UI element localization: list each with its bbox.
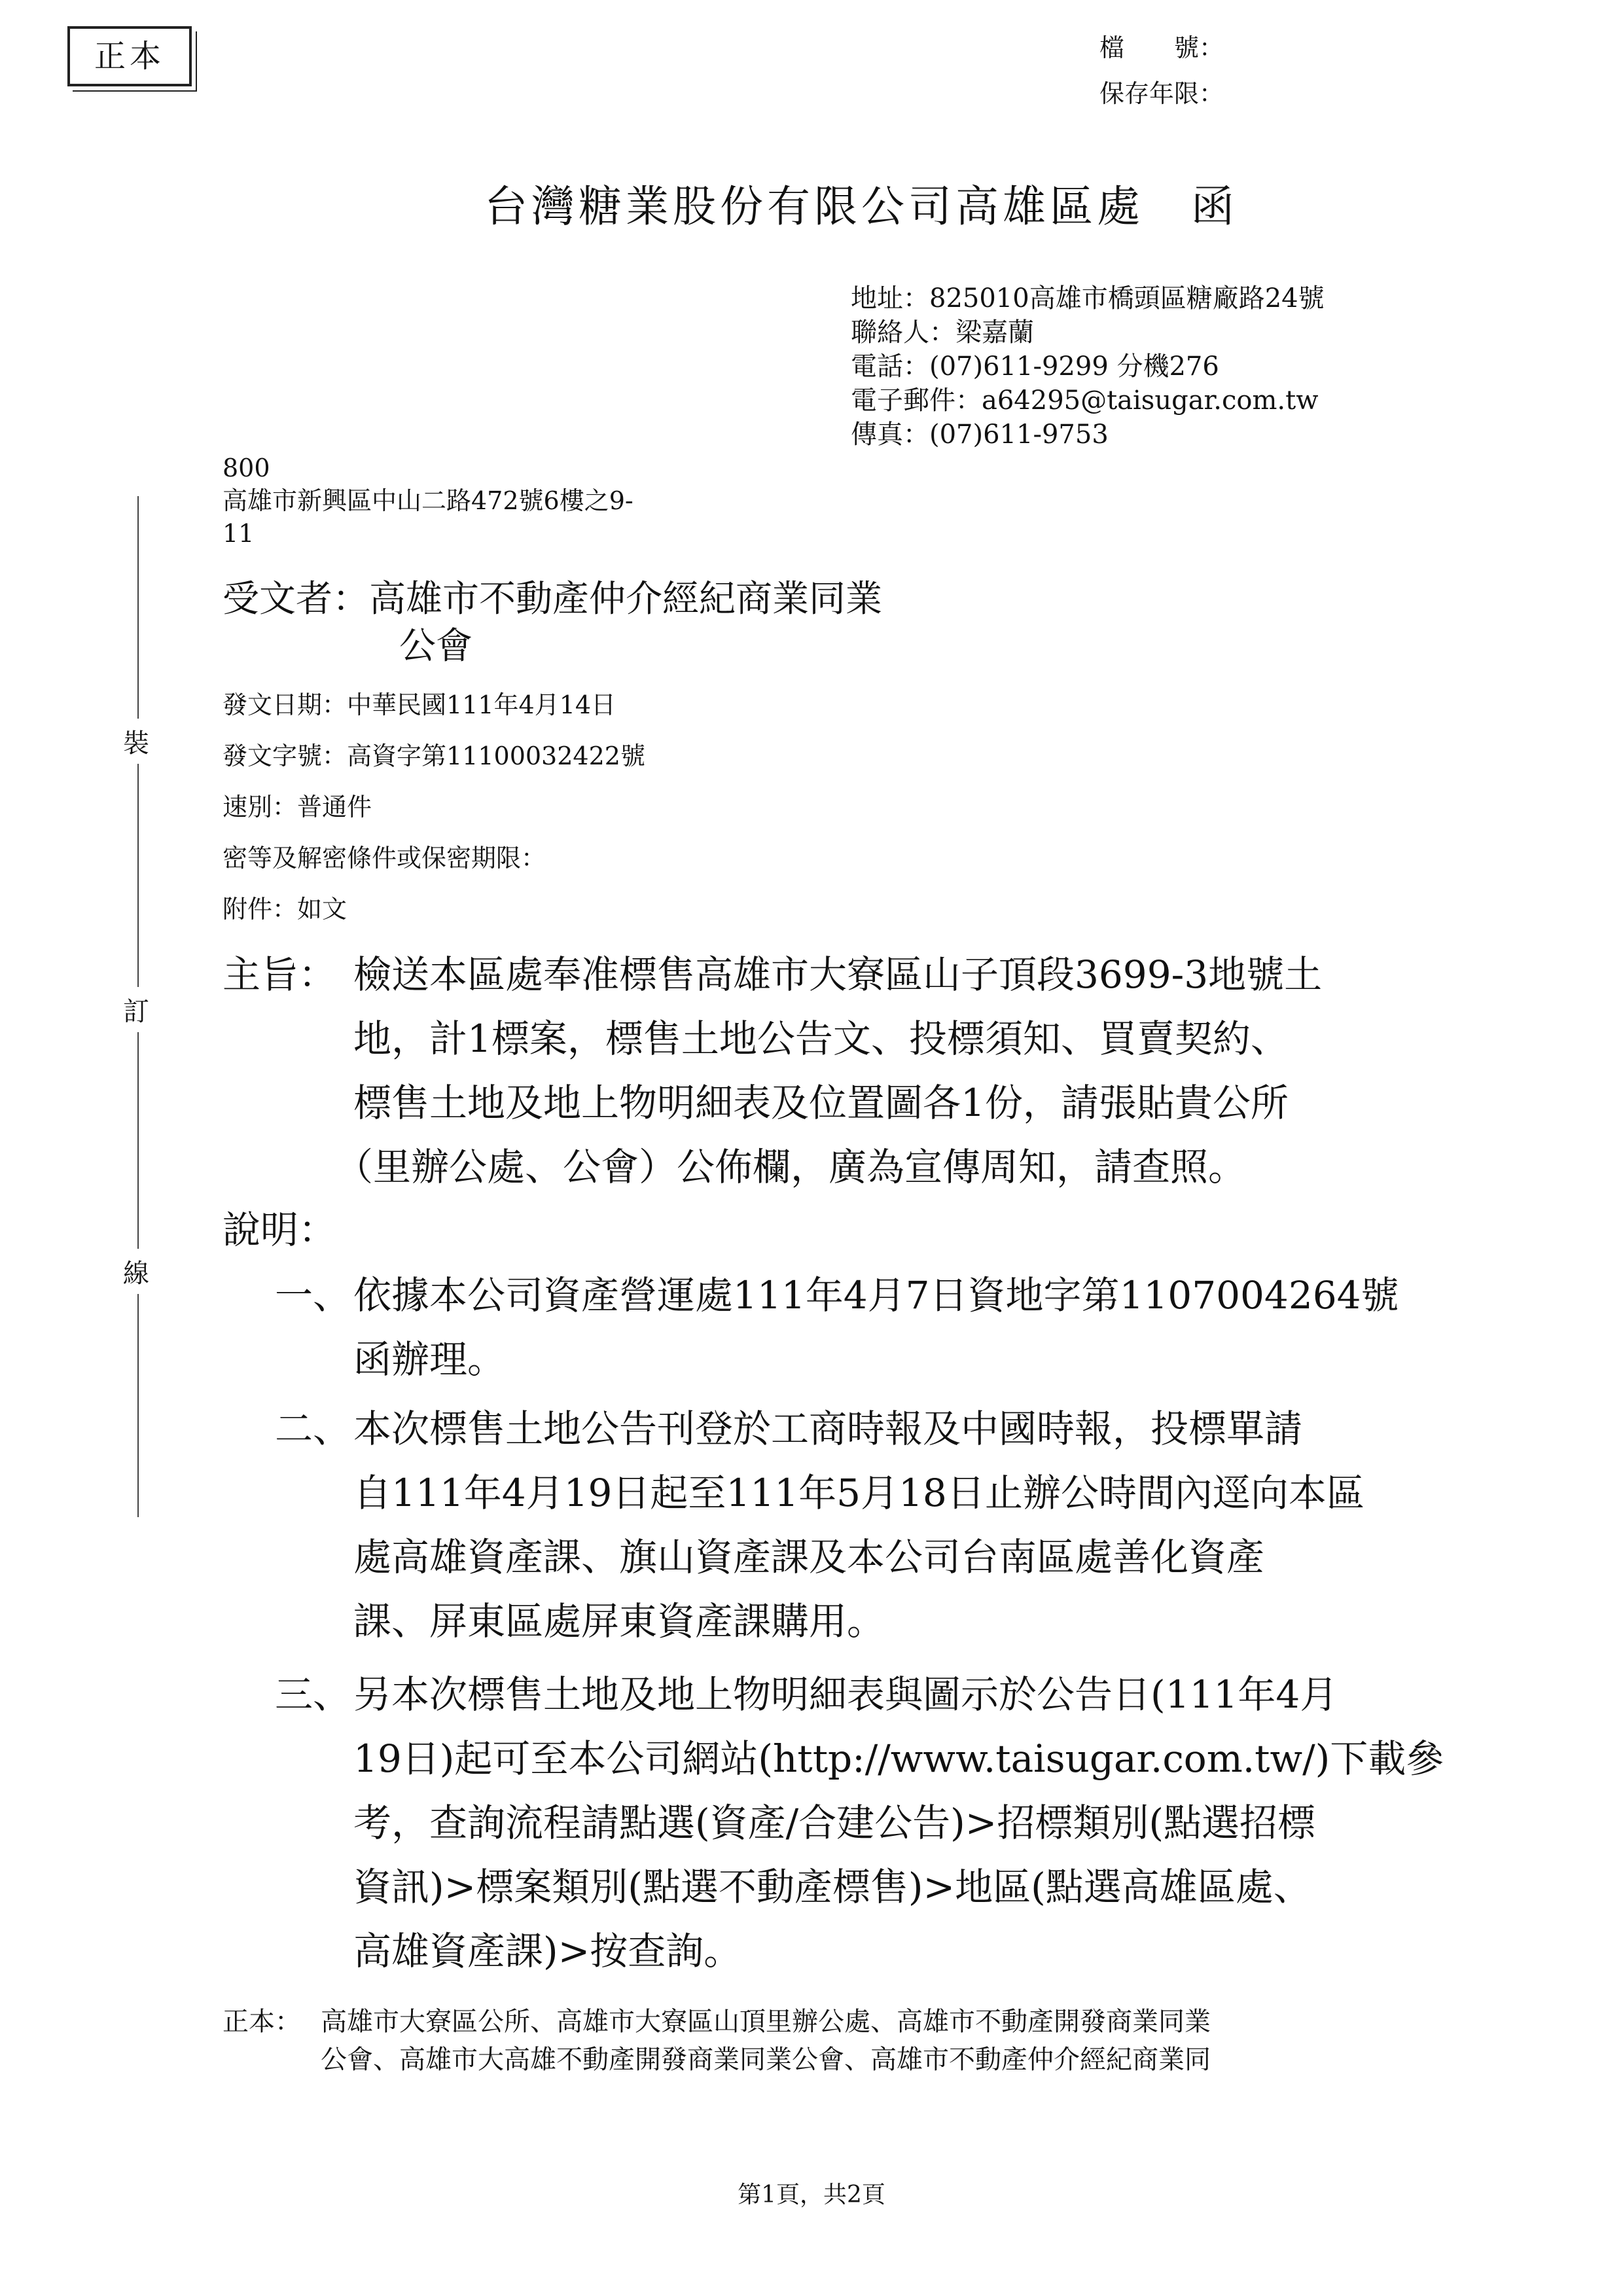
recipient-address-line2: 11 <box>223 519 255 548</box>
explanation-line: 高雄資產課)>按查詢。 <box>353 1929 742 1973</box>
contact-fax: 傳真：(07)611-9753 <box>851 420 1109 450</box>
explanation-line: 考，查詢流程請點選(資產/合建公告)>招標類別(點選招標 <box>353 1801 1316 1845</box>
cc-label: 正本： <box>223 2007 301 2037</box>
recipient-address-line1: 高雄市新興區中山二路472號6樓之9- <box>223 486 633 515</box>
cc-line1: 高雄市大寮區公所、高雄市大寮區山頂里辦公處、高雄市不動產開發商業同業 <box>321 2007 1211 2037</box>
explanation-line: 依據本公司資產營運處111年4月7日資地字第1107004264號 <box>353 1273 1399 1318</box>
cc-line2: 公會、高雄市大高雄不動產開發商業同業公會、高雄市不動產仲介經紀商業同 <box>321 2045 1211 2075</box>
explanation-item <box>353 1662 1444 1983</box>
contact-person: 聯絡人：梁嘉蘭 <box>851 317 1034 348</box>
subject-label: 主旨： <box>223 952 337 997</box>
explanation-line: 自111年4月19日起至111年5月18日止辦公時間內逕向本區 <box>353 1471 1364 1515</box>
document-title: 台灣糖業股份有限公司高雄區處 函 <box>484 181 1238 232</box>
explanation-line: 19日)起可至本公司網站(http://www.taisugar.com.tw/)下載參 <box>353 1736 1444 1781</box>
secrecy-level: 密等及解密條件或保密期限： <box>223 844 546 872</box>
contact-phone: 電話：(07)611-9299 分機276 <box>851 351 1219 382</box>
explanation-item <box>353 1263 1399 1391</box>
issue-date: 發文日期：中華民國111年4月14日 <box>223 691 616 719</box>
explanation-label: 說明： <box>223 1208 337 1252</box>
explanation-line: 本次標售土地公告刊登於工商時報及中國時報，投標單請 <box>353 1407 1303 1451</box>
subject-line: 檢送本區處奉准標售高雄市大寮區山子頂段3699-3地號土 <box>353 952 1323 997</box>
delivery-speed: 速別：普通件 <box>223 793 372 821</box>
subject-body <box>335 942 1323 1199</box>
subject-line: （里辦公處、公會）公佈欄，廣為宣傳周知，請查照。 <box>335 1145 1247 1189</box>
explanation-item-number: 一、 <box>275 1273 351 1318</box>
sender-contact-block <box>851 281 1325 452</box>
binding-char: 裝 <box>123 719 149 764</box>
recipient <box>223 576 882 670</box>
explanation-line: 另本次標售土地及地上物明細表與圖示於公告日(111年4月 <box>353 1672 1338 1717</box>
original-copy-stamp: 正本 <box>67 26 192 86</box>
file-number-label: 檔 號： <box>1099 33 1224 62</box>
explanation-item-number: 三、 <box>275 1672 351 1717</box>
page-number: 第1頁，共2頁 <box>738 2181 885 2208</box>
document-number: 發文字號：高資字第11100032422號 <box>223 742 645 770</box>
explanation-line: 課、屏東區處屏東資產課購用。 <box>353 1599 885 1643</box>
sender-address: 地址：825010高雄市橋頭區糖廠路24號 <box>851 283 1325 314</box>
retention-period-label: 保存年限： <box>1099 79 1224 108</box>
explanation-line: 資訊)>標案類別(點選不動產標售)>地區(點選高雄區處、 <box>353 1865 1311 1909</box>
recipient-line1: 受文者：高雄市不動產仲介經紀商業同業 <box>223 578 882 620</box>
binding-char: 訂 <box>123 987 149 1032</box>
explanation-item-number: 二、 <box>275 1407 351 1451</box>
recipient-zip: 800 <box>223 454 270 482</box>
cc-recipients <box>321 2003 1211 2079</box>
explanation-line: 函辦理。 <box>353 1337 506 1382</box>
contact-email: 電子郵件：a64295@taisugar.com.tw <box>851 386 1319 416</box>
recipient-line2: 公會 <box>399 625 473 668</box>
explanation-item <box>353 1397 1364 1653</box>
explanation-line: 處高雄資產課、旗山資產課及本公司台南區處善化資產 <box>353 1535 1265 1579</box>
subject-line: 標售土地及地上物明細表及位置圖各1份，請張貼貴公所 <box>353 1081 1289 1125</box>
recipient-address <box>223 452 633 550</box>
binding-char: 線 <box>123 1249 149 1294</box>
attachment: 附件：如文 <box>223 895 348 924</box>
subject-line: 地，計1標案，標售土地公告文、投標須知、買賣契約、 <box>353 1016 1289 1061</box>
